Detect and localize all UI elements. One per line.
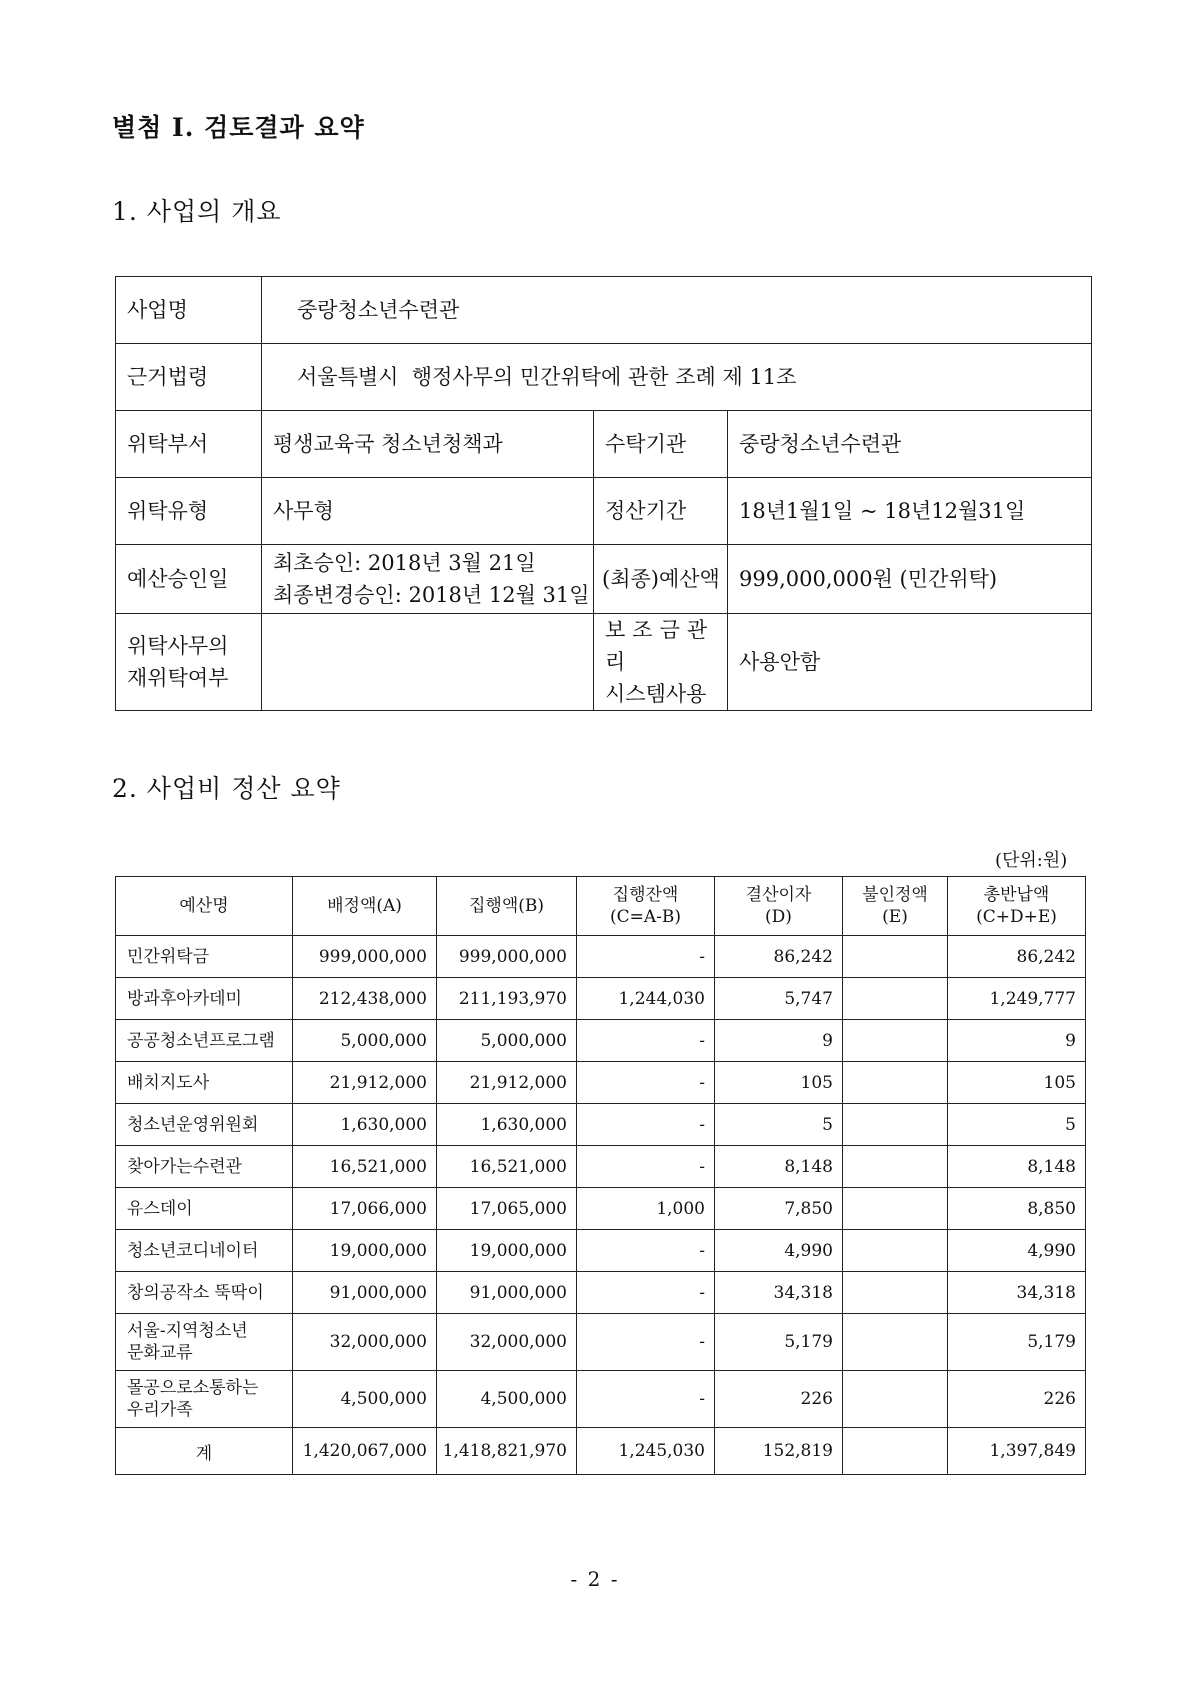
- row-value-e: [843, 936, 948, 978]
- row-value-f: 5,179: [948, 1314, 1086, 1371]
- row-value-b: 999,000,000: [437, 936, 577, 978]
- row-value-d: 9: [715, 1020, 843, 1062]
- table-row: [116, 1062, 1086, 1104]
- dept-value: 평생교육국 청소년청책과: [262, 411, 594, 478]
- row-value-c: -: [577, 1230, 715, 1272]
- row-value-a: 1,630,000: [293, 1104, 437, 1146]
- table-row: [116, 1314, 1086, 1371]
- row-name-line1: 서울-지역청소년: [127, 1321, 248, 1341]
- header-c-line2: (C=A-B): [609, 907, 682, 927]
- row-value-f: 4,990: [948, 1230, 1086, 1272]
- row-name: [116, 1104, 293, 1146]
- row-value-e: [843, 1062, 948, 1104]
- system-value: 사용안함: [728, 614, 1092, 711]
- row-name: [116, 1188, 293, 1230]
- row-value-b: 1,630,000: [437, 1104, 577, 1146]
- row-value-e: [843, 1230, 948, 1272]
- row-value-e: [843, 1146, 948, 1188]
- settlement-table: [115, 876, 1086, 1475]
- approval-value: [262, 545, 594, 614]
- period-label: 정산기간: [594, 478, 728, 545]
- table-row: [116, 1146, 1086, 1188]
- header-e: [843, 877, 948, 936]
- row-name: [116, 1062, 293, 1104]
- row-value-c: 1,000: [577, 1188, 715, 1230]
- row-name-line2: 우리가족: [127, 1400, 193, 1420]
- row-value-e: [843, 1272, 948, 1314]
- row-value-d: 7,850: [715, 1188, 843, 1230]
- row-value-f: 8,850: [948, 1188, 1086, 1230]
- row-name: [116, 1020, 293, 1062]
- dept-label: 위탁부서: [116, 411, 262, 478]
- row-value-f: 5: [948, 1104, 1086, 1146]
- settlement-body: [116, 936, 1086, 1428]
- row-name: [116, 978, 293, 1020]
- row-value-c: 1,244,030: [577, 978, 715, 1020]
- row-value-c: -: [577, 936, 715, 978]
- budget-value: 999,000,000원 (민간위탁): [728, 545, 1092, 614]
- header-d-line1: 결산이자: [745, 885, 812, 905]
- row-value-d: 5: [715, 1104, 843, 1146]
- table-row: [116, 1104, 1086, 1146]
- overview-row-dept: [116, 411, 1092, 478]
- resub-label: [116, 614, 262, 711]
- header-f-line1: 총반납액: [983, 885, 1050, 905]
- header-f-line2: (C+D+E): [976, 907, 1057, 927]
- header-f: [948, 877, 1086, 936]
- page-number: - 2 -: [570, 1567, 620, 1591]
- row-value-c: -: [577, 1371, 715, 1428]
- row-value-d: 86,242: [715, 936, 843, 978]
- row-value-f: 86,242: [948, 936, 1086, 978]
- overview-table: [115, 276, 1092, 711]
- section-heading-settlement: 2. 사업비 정산 요약: [112, 774, 341, 803]
- row-name: [116, 1146, 293, 1188]
- overview-row-project: [116, 277, 1092, 344]
- page-title: 별첨 I. 검토결과 요약: [112, 113, 365, 142]
- total-e: [843, 1428, 948, 1475]
- row-value-f: 8,148: [948, 1146, 1086, 1188]
- row-name: [116, 1371, 293, 1428]
- header-b: 집행액(B): [437, 877, 577, 936]
- table-row: [116, 936, 1086, 978]
- row-value-d: 226: [715, 1371, 843, 1428]
- row-value-a: 17,066,000: [293, 1188, 437, 1230]
- row-value-b: 5,000,000: [437, 1020, 577, 1062]
- row-value-a: 21,912,000: [293, 1062, 437, 1104]
- header-d: [715, 877, 843, 936]
- header-a: 배정액(A): [293, 877, 437, 936]
- row-name-line1: 공공청소년프로그램: [127, 1030, 275, 1051]
- row-value-a: 5,000,000: [293, 1020, 437, 1062]
- row-value-f: 105: [948, 1062, 1086, 1104]
- row-value-b: 4,500,000: [437, 1371, 577, 1428]
- row-value-b: 21,912,000: [437, 1062, 577, 1104]
- row-value-e: [843, 978, 948, 1020]
- row-name: [116, 1230, 293, 1272]
- project-label: 사업명: [116, 277, 262, 344]
- total-name: 계: [116, 1428, 293, 1475]
- row-value-b: 19,000,000: [437, 1230, 577, 1272]
- law-label: 근거법령: [116, 344, 262, 411]
- type-value: 사무형: [262, 478, 594, 545]
- row-name-line2: 문화교류: [127, 1343, 193, 1363]
- row-name: [116, 936, 293, 978]
- total-c: 1,245,030: [577, 1428, 715, 1475]
- total-a: 1,420,067,000: [293, 1428, 437, 1475]
- row-value-b: 91,000,000: [437, 1272, 577, 1314]
- row-value-e: [843, 1371, 948, 1428]
- row-name-line1: 민간위탁금: [127, 946, 210, 967]
- row-value-a: 999,000,000: [293, 936, 437, 978]
- row-value-a: 16,521,000: [293, 1146, 437, 1188]
- row-value-d: 5,747: [715, 978, 843, 1020]
- settlement-total-row: [116, 1428, 1086, 1475]
- row-value-e: [843, 1020, 948, 1062]
- row-name: [116, 1314, 293, 1371]
- total-d: 152,819: [715, 1428, 843, 1475]
- resub-label-line2: 재위탁여부: [127, 666, 229, 690]
- row-value-f: 9: [948, 1020, 1086, 1062]
- row-name-line1: 창의공작소 뚝딱이: [127, 1282, 264, 1303]
- row-value-b: 211,193,970: [437, 978, 577, 1020]
- table-row: [116, 1371, 1086, 1428]
- overview-row-resub: [116, 614, 1092, 711]
- row-value-b: 16,521,000: [437, 1146, 577, 1188]
- law-value: 서울특별시 행정사무의 민간위탁에 관한 조례 제 11조: [262, 344, 1092, 411]
- row-value-a: 32,000,000: [293, 1314, 437, 1371]
- resub-label-line1: 위탁사무의: [127, 634, 229, 658]
- row-name-line1: 찾아가는수련관: [127, 1156, 242, 1177]
- row-value-f: 34,318: [948, 1272, 1086, 1314]
- agency-label: 수탁기관: [594, 411, 728, 478]
- row-value-d: 5,179: [715, 1314, 843, 1371]
- settlement-header-row: [116, 877, 1086, 936]
- table-row: [116, 978, 1086, 1020]
- overview-row-type: [116, 478, 1092, 545]
- row-name: [116, 1272, 293, 1314]
- approval-label: 예산승인일: [116, 545, 262, 614]
- header-e-line2: (E): [882, 907, 908, 927]
- row-value-e: [843, 1314, 948, 1371]
- row-value-d: 8,148: [715, 1146, 843, 1188]
- header-c: [577, 877, 715, 936]
- unit-label: (단위:원): [995, 850, 1068, 871]
- overview-row-approval: [116, 545, 1092, 614]
- row-name-line1: 몰공으로소통하는: [127, 1378, 259, 1398]
- row-value-b: 17,065,000: [437, 1188, 577, 1230]
- row-value-a: 212,438,000: [293, 978, 437, 1020]
- row-value-c: -: [577, 1020, 715, 1062]
- table-row: [116, 1272, 1086, 1314]
- row-value-f: 226: [948, 1371, 1086, 1428]
- row-value-e: [843, 1104, 948, 1146]
- table-row: [116, 1230, 1086, 1272]
- row-value-a: 19,000,000: [293, 1230, 437, 1272]
- system-label: [594, 614, 728, 711]
- row-name-line1: 배치지도사: [127, 1072, 210, 1093]
- row-value-c: -: [577, 1146, 715, 1188]
- section-heading-overview: 1. 사업의 개요: [112, 197, 282, 226]
- row-value-d: 34,318: [715, 1272, 843, 1314]
- total-b: 1,418,821,970: [437, 1428, 577, 1475]
- system-label-line2: 시스템사용: [605, 682, 707, 706]
- row-name-line1: 청소년코디네이터: [127, 1240, 259, 1261]
- table-row: [116, 1020, 1086, 1062]
- approval-final: 최종변경승인: 2018년 12월 31일: [273, 583, 590, 607]
- system-label-line1: 보조금관리: [605, 618, 715, 674]
- period-value: 18년1월1일 ~ 18년12월31일: [728, 478, 1092, 545]
- budget-label: (최종)예산액: [594, 545, 728, 614]
- row-value-c: -: [577, 1062, 715, 1104]
- row-value-a: 4,500,000: [293, 1371, 437, 1428]
- row-value-b: 32,000,000: [437, 1314, 577, 1371]
- row-value-c: -: [577, 1272, 715, 1314]
- row-value-a: 91,000,000: [293, 1272, 437, 1314]
- table-row: [116, 1188, 1086, 1230]
- row-value-f: 1,249,777: [948, 978, 1086, 1020]
- total-f: 1,397,849: [948, 1428, 1086, 1475]
- agency-value: 중랑청소년수련관: [728, 411, 1092, 478]
- overview-row-law: [116, 344, 1092, 411]
- row-value-c: -: [577, 1314, 715, 1371]
- row-name-line1: 방과후아카데미: [127, 988, 242, 1009]
- header-e-line1: 불인정액: [862, 885, 928, 905]
- header-name: 예산명: [116, 877, 293, 936]
- row-value-e: [843, 1188, 948, 1230]
- row-name-line1: 유스데이: [127, 1198, 193, 1219]
- header-c-line1: 집행잔액: [612, 885, 679, 905]
- row-value-d: 4,990: [715, 1230, 843, 1272]
- row-value-c: -: [577, 1104, 715, 1146]
- project-value: 중랑청소년수련관: [262, 277, 1092, 344]
- approval-first: 최초승인: 2018년 3월 21일: [273, 551, 536, 575]
- resub-value: [262, 614, 594, 711]
- header-d-line2: (D): [765, 907, 792, 927]
- type-label: 위탁유형: [116, 478, 262, 545]
- row-name-line1: 청소년운영위원회: [127, 1114, 259, 1135]
- row-value-d: 105: [715, 1062, 843, 1104]
